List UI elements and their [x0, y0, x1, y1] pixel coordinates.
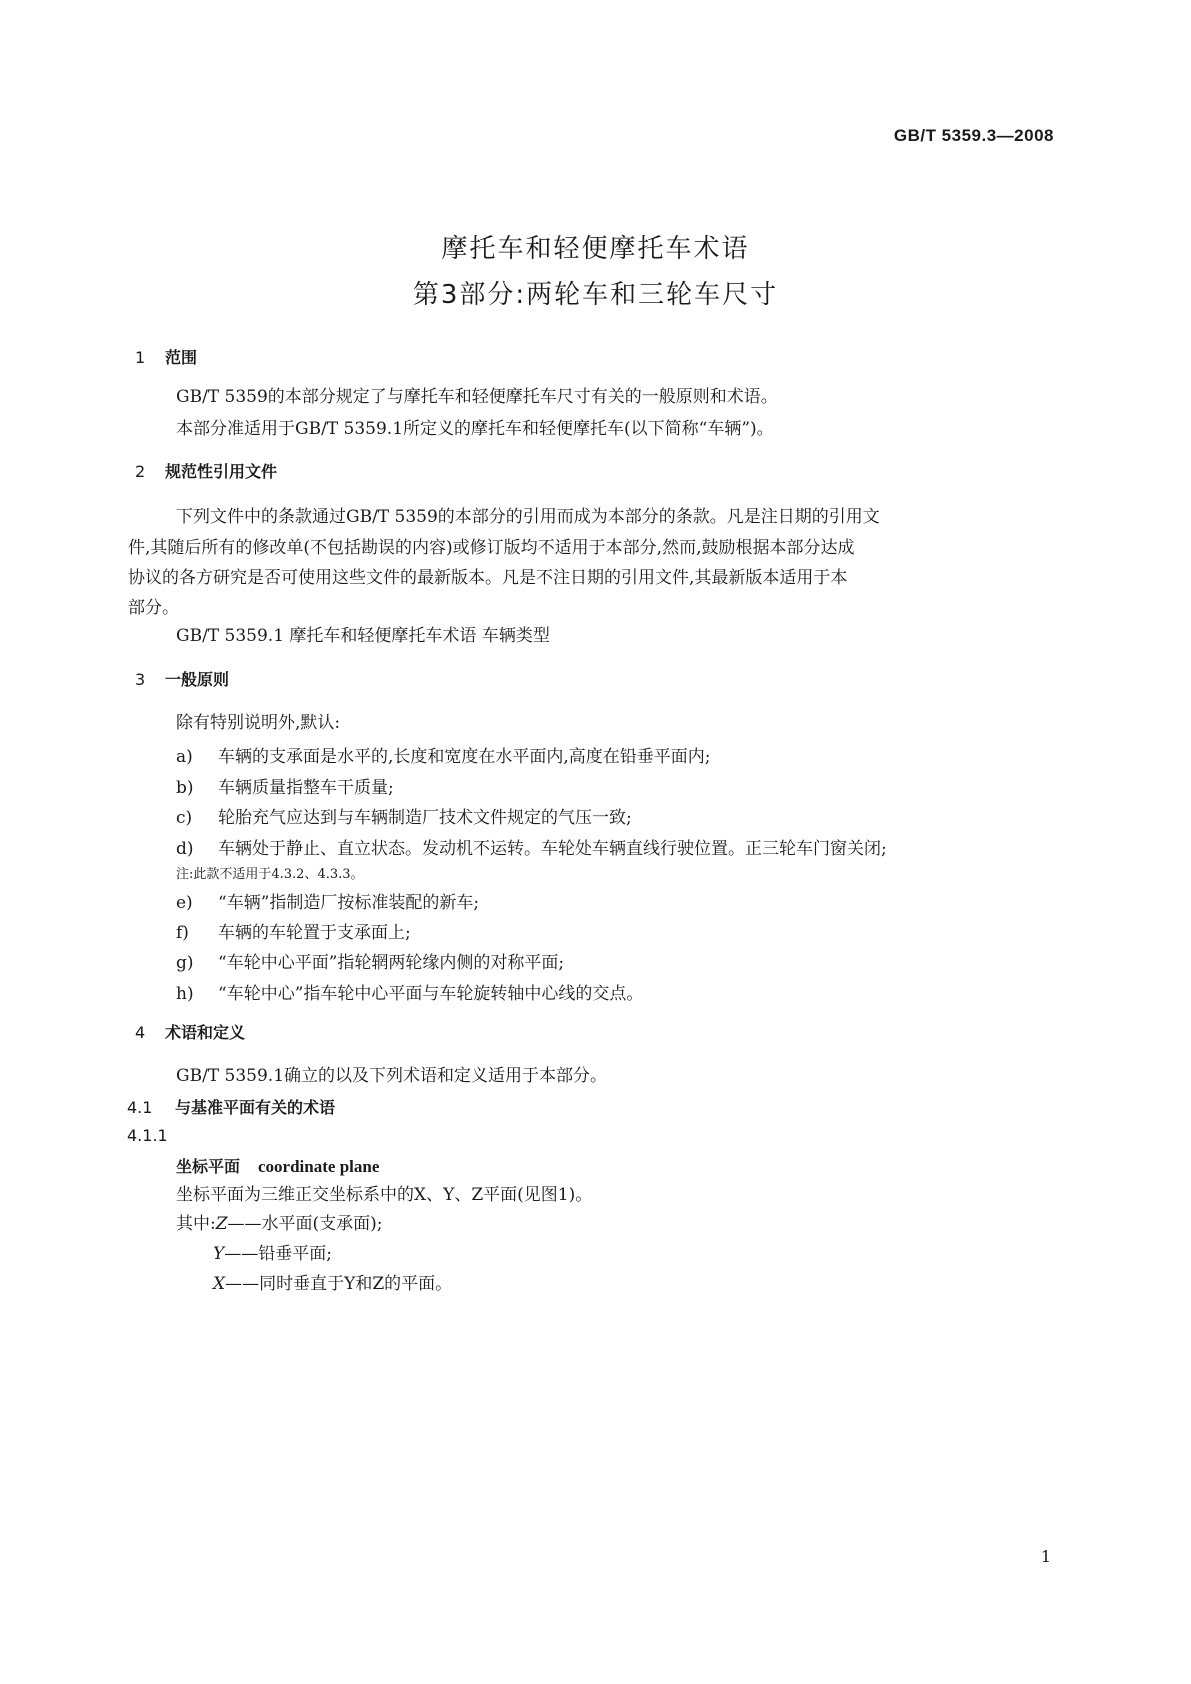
- legend-text: ——同时垂直于Y和Z的平面。: [225, 1274, 453, 1294]
- list-item: [176, 834, 887, 859]
- legend-variable: Y: [213, 1244, 225, 1264]
- list-item: [176, 742, 711, 767]
- list-item-label: e): [176, 893, 193, 913]
- legend-variable: X: [213, 1274, 226, 1294]
- section-title: 一般原则: [165, 670, 230, 689]
- section-3-heading: [135, 667, 229, 690]
- section-title: 范围: [165, 348, 198, 367]
- section-2-paragraph-line-1: 下列文件中的条款通过GB/T 5359的本部分的引用而成为本部分的条款。凡是注日期的引用文: [176, 507, 880, 527]
- list-item-label: d): [176, 839, 194, 859]
- list-item: [176, 888, 479, 913]
- list-item-label: c): [176, 808, 193, 828]
- legend-z: [176, 1213, 383, 1235]
- note: 注:此款不适用于4.3.2、4.3.3。: [176, 867, 364, 882]
- term-heading: [176, 1154, 379, 1177]
- section-2-paragraph-line-3: 协议的各方研究是否可使用这些文件的最新版本。凡是不注日期的引用文件,其最新版本适用于本: [128, 568, 848, 588]
- section-2-paragraph-line-2: 件,其随后所有的修改单(不包括勘误的内容)或修订版均不适用于本部分,然而,鼓励根据本部分达成: [128, 538, 855, 558]
- list-item-text: 轮胎充气应达到与车辆制造厂技术文件规定的气压一致;: [218, 808, 632, 828]
- section-2-heading: [135, 459, 277, 482]
- list-item-text: 车辆的支承面是水平的,长度和宽度在水平面内,高度在铅垂平面内;: [218, 747, 711, 767]
- section-number: 3: [135, 670, 146, 689]
- document-title-line2: 第3部分:两轮车和三轮车尺寸: [412, 280, 779, 310]
- list-item: [176, 803, 632, 828]
- list-item-text: 车辆的车轮置于支承面上;: [218, 923, 411, 943]
- section-number: 1: [135, 348, 146, 367]
- list-item: [176, 918, 411, 943]
- list-item: [176, 979, 643, 1004]
- list-item-label: g): [176, 953, 194, 973]
- standard-number: GB/T 5359.3—2008: [893, 126, 1054, 145]
- legend-text: ——水平面(支承面);: [227, 1214, 383, 1234]
- normative-reference: GB/T 5359.1 摩托车和轻便摩托车术语 车辆类型: [176, 626, 550, 646]
- legend-variable: Z: [215, 1214, 228, 1234]
- subsection-number: 4.1.1: [127, 1126, 168, 1145]
- list-item-label: f): [176, 923, 189, 943]
- list-item-text: 车辆质量指整车干质量;: [218, 778, 394, 798]
- list-item-text: “车轮中心平面”指轮辋两轮缘内侧的对称平面;: [218, 953, 565, 973]
- section-1-heading: [135, 345, 197, 368]
- section-number: 2: [135, 462, 146, 481]
- term-chinese: 坐标平面: [176, 1157, 241, 1176]
- subsection-4-1-heading: [127, 1095, 335, 1118]
- list-item: [176, 948, 564, 973]
- list-item-label: b): [176, 778, 194, 798]
- section-1-paragraph-1: GB/T 5359的本部分规定了与摩托车和轻便摩托车尺寸有关的一般原则和术语。: [176, 387, 778, 407]
- legend-y: [213, 1243, 332, 1265]
- section-4-paragraph: GB/T 5359.1确立的以及下列术语和定义适用于本部分。: [176, 1066, 608, 1086]
- list-item-text: 车辆处于静止、直立状态。发动机不运转。车轮处车辆直线行驶位置。正三轮车门窗关闭;: [218, 839, 887, 859]
- legend-x: [213, 1273, 452, 1295]
- section-number: 4: [135, 1023, 146, 1042]
- subsection-number: 4.1: [127, 1098, 153, 1117]
- list-item-text: “车辆”指制造厂按标准装配的新车;: [218, 893, 480, 913]
- term-definition: 坐标平面为三维正交坐标系中的X、Y、Z平面(见图1)。: [176, 1185, 593, 1205]
- list-item: [176, 773, 394, 798]
- legend-text: ——铅垂平面;: [224, 1244, 332, 1264]
- section-2-paragraph-line-4: 部分。: [128, 598, 179, 618]
- list-item-label: a): [176, 747, 193, 767]
- subsection-4-1-1-number: [127, 1126, 175, 1145]
- legend-prefix: 其中:: [176, 1214, 216, 1234]
- section-4-heading: [135, 1020, 245, 1043]
- section-title: 术语和定义: [165, 1023, 246, 1042]
- list-item-label: h): [176, 984, 194, 1004]
- document-title-line1: 摩托车和轻便摩托车术语: [441, 234, 750, 264]
- section-3-intro: 除有特别说明外,默认:: [176, 713, 341, 733]
- page-number: 1: [1040, 1547, 1051, 1566]
- term-english: coordinate plane: [258, 1157, 380, 1176]
- section-1-paragraph-2: 本部分准适用于GB/T 5359.1所定义的摩托车和轻便摩托车(以下简称“车辆”)。: [176, 419, 774, 439]
- subsection-title: 与基准平面有关的术语: [175, 1098, 336, 1117]
- list-item-text: “车轮中心”指车轮中心平面与车轮旋转轴中心线的交点。: [218, 984, 644, 1004]
- section-title: 规范性引用文件: [165, 462, 278, 481]
